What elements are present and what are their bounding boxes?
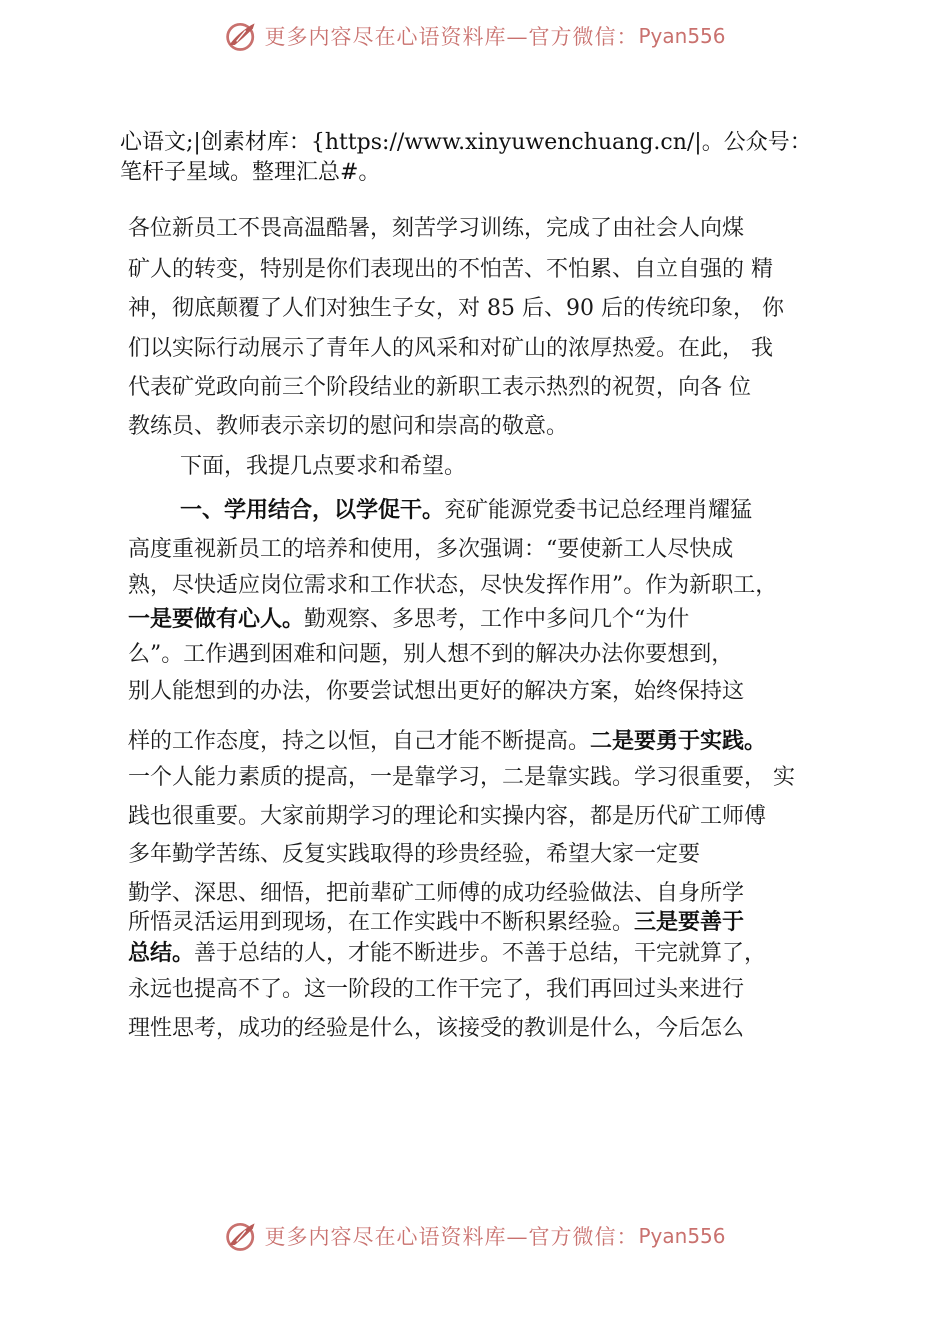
text-line: 勤学、深思、细悟，把前辈矿工师傅的成功经验做法、自身所学 xyxy=(128,881,745,906)
banner-wechat-id: Pyan556 xyxy=(638,1224,726,1248)
banner-text: 更多内容尽在心语资料库—官方微信： xyxy=(264,1225,639,1249)
text-line: 永远也提高不了。这一阶段的工作干完了，我们再回过头来进行 xyxy=(128,977,745,1002)
text-line xyxy=(128,939,766,969)
text-line: 代表矿党政向前三个阶段结业的新职工表示热烈的祝贺，向各 位 xyxy=(128,375,751,400)
text-run: 勤观察、多思考，工作中多问几个“为什 xyxy=(304,607,690,632)
text-line: 理性思考，成功的经验是什么，该接受的教训是什么，今后怎么 xyxy=(128,1016,745,1041)
text-line: 教练员、教师表示亲切的慰问和崇高的敬意。 xyxy=(128,414,569,439)
text-line xyxy=(180,496,752,526)
header-note-line: 心语文;|创素材库：{https://www.xinyuwenchuang.cn/|。公众号： xyxy=(120,130,812,155)
text-line: 践也很重要。大家前期学习的理论和实操内容，都是历代矿工师傅 xyxy=(128,804,767,829)
text-line: 各位新员工不畏高温酷暑，刻苦学习训练，完成了由社会人向煤 xyxy=(128,216,745,241)
text-line: 熟，尽快适应岗位需求和工作状态，尽快发挥作用”。作为新职工， xyxy=(128,573,778,598)
brush-pen-logo-icon xyxy=(224,1218,260,1254)
text-line: 下面，我提几点要求和希望。 xyxy=(180,454,467,479)
brush-pen-logo-icon xyxy=(224,18,260,54)
bottom-banner xyxy=(0,1214,950,1258)
text-line: 矿人的转变，特别是你们表现出的不怕苦、不怕累、自立自强的 精 xyxy=(128,257,773,282)
text-line: 多年勤学苦练、反复实践取得的珍贵经验，希望大家一定要 xyxy=(128,842,701,867)
text-line xyxy=(128,605,689,635)
text-run: 善于总结的人，才能不断进步。不善于总结，干完就算了， xyxy=(194,941,767,966)
point-heading: 三是要善于 xyxy=(634,910,745,935)
text-line xyxy=(128,727,766,757)
header-note xyxy=(120,128,910,188)
text-run: 所悟灵活运用到现场，在工作实践中不断积累经验。 xyxy=(128,910,635,935)
text-line: 一个人能力素质的提高，一是靠学习，二是靠实践。学习很重要， 实 xyxy=(128,765,795,790)
top-banner xyxy=(0,14,950,58)
section-heading: 一、学用结合，以学促干。 xyxy=(180,498,445,523)
text-run: 样的工作态度，持之以恒，自己才能不断提高。 xyxy=(128,729,591,754)
text-line: 么”。工作遇到困难和问题，别人想不到的解决办法你要想到， xyxy=(128,642,734,667)
text-line: 高度重视新员工的培养和使用，多次强调：“要使新工人尽快成 xyxy=(128,537,734,562)
text-line xyxy=(128,908,744,938)
point-heading: 总结。 xyxy=(128,941,195,966)
point-heading: 一是要做有心人。 xyxy=(128,607,305,632)
text-line: 们以实际行动展示了青年人的风采和对矿山的浓厚热爱。在此， 我 xyxy=(128,336,773,361)
banner-wechat-id: Pyan556 xyxy=(638,24,726,48)
point-heading: 二是要勇于实践。 xyxy=(590,729,767,754)
banner-text: 更多内容尽在心语资料库—官方微信： xyxy=(264,25,639,49)
text-run: 兖矿能源党委书记总经理肖耀猛 xyxy=(444,498,753,523)
text-line: 别人能想到的办法，你要尝试想出更好的解决方案，始终保持这 xyxy=(128,679,745,704)
text-line: 神，彻底颠覆了人们对独生子女，对 85 后、90 后的传统印象， 你 xyxy=(128,296,784,321)
header-note-line: 笔杆子星域。整理汇总#。 xyxy=(120,160,381,185)
